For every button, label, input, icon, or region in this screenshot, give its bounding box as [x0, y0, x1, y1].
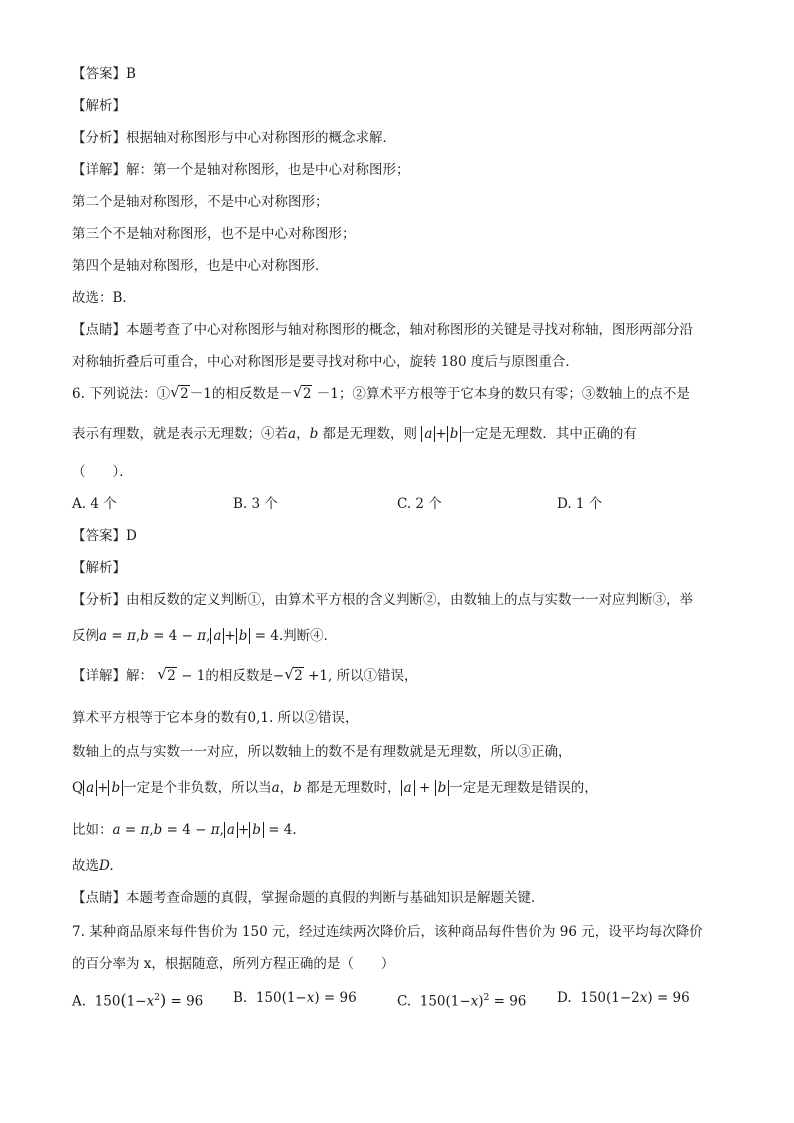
xiangjie-text-2a: 算术平方根等于它本身的数有	[72, 710, 248, 726]
q6-xiangjie-line-5: 比如：a = π,b = 4 − π, a + b = 4.	[72, 822, 297, 838]
q5-xiangjie-line-1	[72, 160, 410, 180]
q7-option-b: B. 150(1−x) = 96	[233, 990, 357, 1006]
q6-stem-line-2: 表示有理数，就是表示无理数；④若a，b 都是无理数，则 a + b 一定是无理数．其中正确的有	[72, 426, 637, 442]
q6-analysis-tag	[72, 558, 126, 578]
option-label: A.	[72, 993, 87, 1010]
q6-xiangjie-line-2: 算术平方根等于它本身的数有0,1. 所以②错误，	[72, 710, 359, 726]
xiangjie-text-c: 所以①错误，	[336, 668, 418, 684]
q5-analysis-tag	[72, 96, 126, 116]
q5-dianjing-line-2: 对称轴折叠后可重合，中心对称图形是要寻找对称中心，旋转 180 度后与原图重合．	[72, 354, 579, 370]
dianjing-tag: 【点睛】	[72, 322, 126, 338]
xiangjie-text-1: 解：第一个是轴对称图形，也是中心对称图形；	[126, 162, 410, 178]
xiangjie-text-a: 解：	[126, 668, 153, 684]
q7-option-a: A. $150(1-x^2) = 96$	[72, 990, 204, 1010]
analysis-tag: 【解析】	[72, 560, 126, 576]
q7-option-c: C. $150(1-x)^2 = 96$	[397, 993, 527, 1010]
dianjing-text-1: 本题考查了中心对称图形与轴对称图形的概念，轴对称图形的关键是寻找对称轴，图形两部分沿	[126, 322, 693, 338]
q6-option-b: B. 3 个	[233, 496, 278, 512]
q6-stem-line-3: （ ）．	[72, 464, 133, 480]
answer-tag: 【答案】	[72, 66, 126, 82]
q5-xiangjie-line-2: 第二个是轴对称图形，不是中心对称图形；	[72, 194, 329, 210]
xiangjie-text-5a: 比如：	[72, 822, 113, 838]
q6-text-1: 的相反数是	[211, 386, 280, 402]
xiangjie-text-b: 的相反数是	[205, 668, 273, 684]
q7-stem-line-2: 的百分率为 x，根据随意，所列方程正确的是（ ）	[72, 956, 395, 972]
option-label: D.	[557, 990, 572, 1006]
abs-b: b	[447, 426, 462, 442]
q5-fenxi-line	[72, 128, 396, 148]
option-label: B.	[233, 990, 248, 1006]
q6-xiangjie-line-3: 数轴上的点与实数一一对应，所以数轴上的数不是有理数就是无理数，所以③正确，	[72, 744, 572, 760]
xiangjie-text-4b: 都是无理数时，	[306, 780, 401, 796]
q6-dianjing-line	[72, 888, 545, 908]
xiangjie-tag: 【详解】	[72, 162, 126, 178]
q6-choose-line	[72, 856, 114, 876]
neg-sqrt2: √ 2	[292, 383, 312, 402]
q6-text-4: 都是无理数，则	[322, 426, 418, 442]
q6-number: 6. 下列说法：①	[72, 386, 171, 402]
q5-choose-line: 故选：B．	[72, 290, 136, 306]
q6-xiangjie-line-1: 【详解】解： √ 2 − 1的相反数是− √ 2 +1, 所以①错误，	[72, 665, 418, 684]
q7-stem-line-1: 7. 某种商品原来每件售价为 150 元，经过连续两次降价后，该种商品每件售价为 96 元，设平均每次降价	[72, 924, 703, 940]
q5-xiangjie-line-4: 第四个是轴对称图形，也是中心对称图形．	[72, 258, 329, 274]
q5-dianjing-line-1	[72, 320, 693, 340]
dianjing-tag: 【点睛】	[72, 890, 126, 906]
xiangjie-text-4c: 一定是无理数是错误的，	[449, 780, 598, 796]
answer-value: B	[126, 66, 136, 82]
answer-value: D	[126, 528, 137, 544]
xiangjie-text-4a: 一定是个非负数，所以当	[123, 780, 272, 796]
option-label: C.	[397, 993, 412, 1010]
q6-option-c: C. 2 个	[397, 496, 442, 512]
sqrt2-minus-1: √ 2	[170, 383, 189, 402]
fenxi-text-2a: 反例	[72, 628, 99, 644]
q6-fenxi-line-1	[72, 590, 693, 610]
xiangjie-text-2b: 所以②错误，	[277, 710, 359, 726]
q6-text-5: 一定是无理数．其中正确的有	[461, 426, 637, 442]
q6-fenxi-line-2: 反例a = π,b = 4 − π, a + b = 4.判断④．	[72, 628, 338, 644]
fenxi-tag: 【分析】	[72, 592, 126, 608]
q6-text-3: 表示有理数，就是表示无理数；④若	[72, 426, 288, 442]
q6-answer-line	[72, 526, 137, 546]
analysis-tag: 【解析】	[72, 98, 126, 114]
q6-text-2: ；②算术平方根等于它本身的数只有零；③数轴上的点不是	[338, 386, 690, 402]
fenxi-text-1: 由相反数的定义判断①，由算术平方根的含义判断②，由数轴上的点与实数一一对应判断③，举	[126, 592, 693, 608]
choose-text: 故选	[72, 858, 99, 874]
choose-value: D.	[99, 858, 114, 874]
q7-option-d: D. 150(1−2x) = 96	[557, 990, 690, 1006]
dianjing-text: 本题考查命题的真假，掌握命题的真假的判断与基础知识是解题关键．	[126, 890, 545, 906]
q6-stem-line-1: 6. 下列说法：① √ 2－1的相反数是－ √ 2 －1；②算术平方根等于它本身的数只有零；③数轴上的点不是	[72, 383, 690, 402]
xiangjie-tag: 【详解】	[72, 668, 126, 684]
fenxi-text-2b: 判断④．	[283, 628, 338, 644]
q5-answer-line	[72, 64, 136, 84]
q6-xiangjie-line-4: Q a + b 一定是个非负数，所以当a，b 都是无理数时， a + b 一定是无理数是错误的，	[72, 780, 598, 796]
fenxi-tag: 【分析】	[72, 130, 126, 146]
q6-option-a: A. 4 个	[72, 496, 117, 512]
fenxi-text: 根据轴对称图形与中心对称图形的概念求解．	[126, 130, 396, 146]
answer-tag: 【答案】	[72, 528, 126, 544]
abs-a: a	[421, 426, 435, 442]
q5-xiangjie-line-3: 第三个不是轴对称图形，也不是中心对称图形；	[72, 226, 356, 242]
q6-option-d: D. 1 个	[557, 496, 603, 512]
